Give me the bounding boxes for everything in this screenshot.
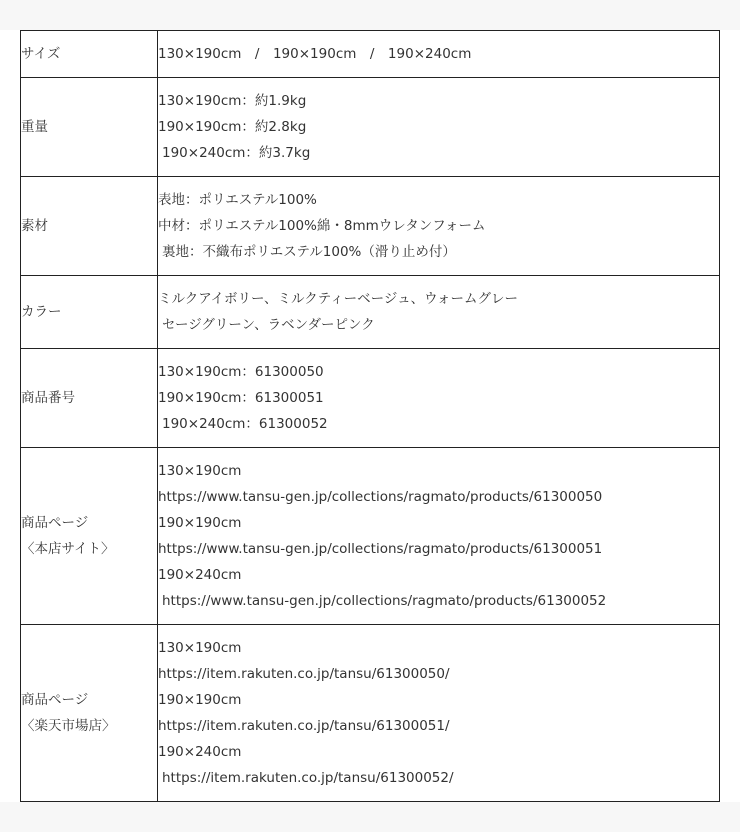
spec-value-cell	[158, 276, 720, 349]
product-page-link[interactable]: https://item.rakuten.co.jp/tansu/61300051/	[158, 718, 450, 734]
spec-sheet	[0, 30, 740, 802]
spec-value: 130×190cm：61300050	[158, 364, 324, 380]
product-spec-table	[20, 30, 720, 802]
spec-value: 130×190cm：約1.9kg	[158, 93, 307, 109]
spec-row-store-page	[21, 448, 720, 625]
spec-value: ミルクアイボリー、ミルクティーベージュ、ウォームグレー	[158, 291, 519, 307]
spec-value-cell	[158, 349, 720, 448]
spec-label-cell	[21, 31, 158, 78]
spec-row-material	[21, 177, 720, 276]
spec-value-cell	[158, 31, 720, 78]
product-page-link[interactable]: https://www.tansu-gen.jp/collections/ragmato/products/61300051	[158, 541, 603, 557]
spec-value: セージグリーン、ラベンダーピンク	[162, 317, 375, 333]
spec-value-cell	[158, 448, 720, 625]
product-page-link[interactable]: https://www.tansu-gen.jp/collections/ragmato/products/61300052	[162, 593, 607, 609]
spec-label: 重量	[21, 119, 48, 135]
spec-row-rakuten-page	[21, 625, 720, 802]
spec-value: 190×240cm	[158, 744, 242, 760]
spec-value: 130×190cm	[158, 640, 242, 656]
spec-value: 190×240cm：約3.7kg	[162, 145, 311, 161]
spec-value: 190×190cm	[158, 515, 242, 531]
spec-value: 190×240cm	[158, 567, 242, 583]
spec-value: 190×240cm：61300052	[162, 416, 328, 432]
spec-value: 190×190cm：約2.8kg	[158, 119, 307, 135]
spec-value: 130×190cm / 190×190cm / 190×240cm	[158, 46, 472, 62]
product-page-link[interactable]: https://www.tansu-gen.jp/collections/ragmato/products/61300050	[158, 489, 603, 505]
spec-label-cell	[21, 177, 158, 276]
spec-row-size	[21, 31, 720, 78]
spec-label: カラー	[21, 304, 62, 320]
product-page-link[interactable]: https://item.rakuten.co.jp/tansu/61300050/	[158, 666, 450, 682]
spec-value: 中材：ポリエステル100%綿・8mmウレタンフォーム	[158, 218, 486, 234]
spec-row-color	[21, 276, 720, 349]
spec-label: 商品ページ	[21, 515, 89, 531]
spec-label: 〈楽天市場店〉	[21, 718, 116, 734]
spec-value-cell	[158, 177, 720, 276]
spec-label-cell	[21, 349, 158, 448]
spec-label: 素材	[21, 218, 48, 234]
spec-row-weight	[21, 78, 720, 177]
spec-row-product-number	[21, 349, 720, 448]
product-page-link[interactable]: https://item.rakuten.co.jp/tansu/61300052/	[162, 770, 454, 786]
spec-label: サイズ	[21, 46, 61, 62]
spec-label-cell	[21, 276, 158, 349]
spec-value-cell	[158, 78, 720, 177]
spec-value: 130×190cm	[158, 463, 242, 479]
spec-label: 商品番号	[21, 390, 75, 406]
spec-value: 表地：ポリエステル100%	[158, 192, 317, 208]
spec-label-cell	[21, 448, 158, 625]
spec-value: 190×190cm：61300051	[158, 390, 324, 406]
spec-label: 商品ページ	[21, 692, 89, 708]
spec-label-cell	[21, 625, 158, 802]
spec-label-cell	[21, 78, 158, 177]
spec-value: 裏地：不織布ポリエステル100%（滑り止め付）	[162, 244, 456, 260]
spec-value-cell	[158, 625, 720, 802]
spec-value: 190×190cm	[158, 692, 242, 708]
spec-label: 〈本店サイト〉	[21, 541, 115, 557]
